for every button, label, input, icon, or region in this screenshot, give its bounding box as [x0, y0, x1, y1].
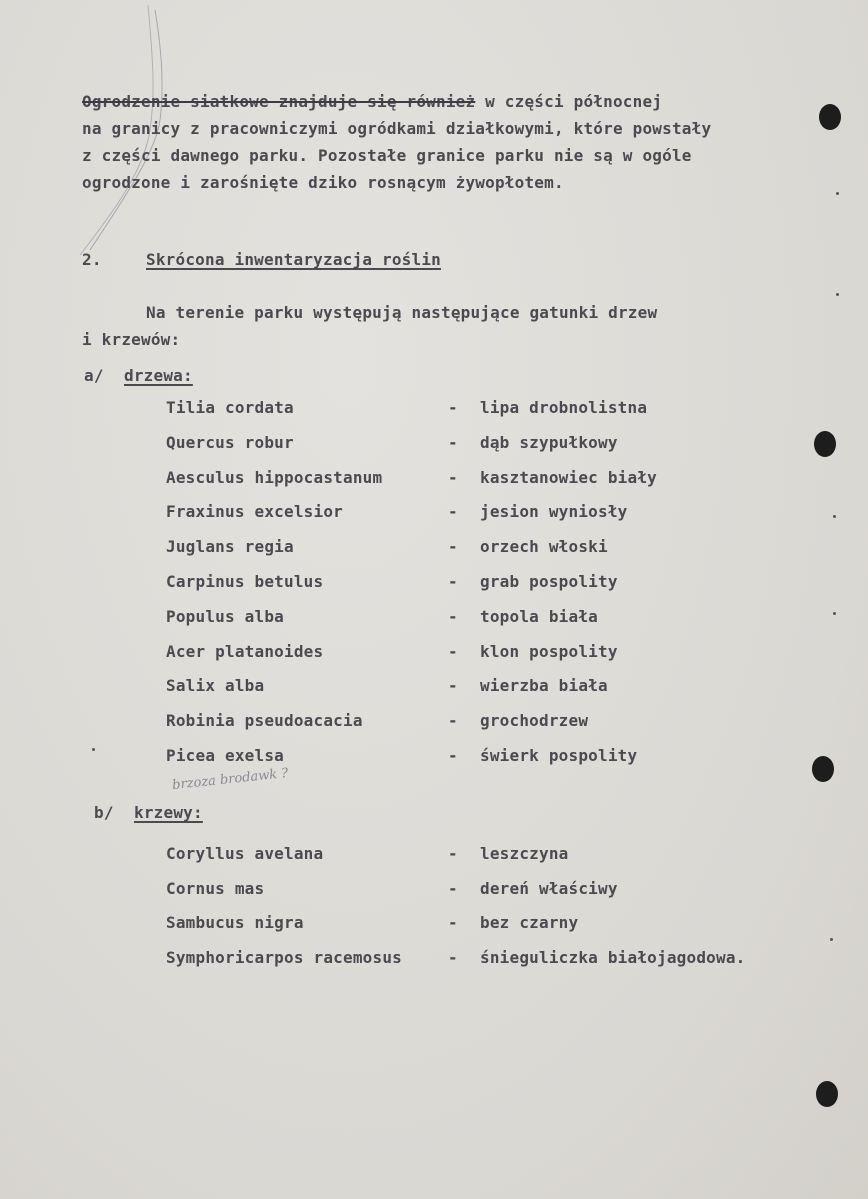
section-number: 2. — [82, 250, 102, 269]
speck — [833, 612, 836, 615]
speck — [836, 192, 839, 195]
binder-hole — [819, 104, 841, 130]
speck — [92, 748, 95, 751]
shrubs-marker: b/ — [94, 803, 114, 822]
latin-name: Picea exelsa — [166, 746, 284, 765]
dash-separator: - — [448, 606, 458, 626]
dash-separator: - — [448, 467, 458, 487]
dash-separator: - — [448, 947, 458, 967]
latin-name: Salix alba — [166, 676, 265, 696]
polish-name: grab pospolity — [480, 572, 618, 591]
handwritten-note: brzoza brodawk ? — [171, 765, 289, 794]
polish-name: lipa drobnolistna — [480, 398, 648, 417]
latin-name: Cornus mas — [166, 878, 265, 898]
latin-name: Robinia pseudoacacia — [166, 711, 363, 731]
dash-separator: - — [448, 641, 458, 661]
latin-name: Aesculus hippocastanum — [166, 467, 383, 487]
dash-separator: - — [448, 398, 458, 417]
polish-name: orzech włoski — [480, 537, 608, 557]
latin-name: Juglans regia — [166, 537, 294, 557]
polish-name: leszczyna — [480, 844, 569, 863]
paragraph-line-4: ogrodzone i zarośnięte dziko rosnącym żywopłotem. — [82, 173, 564, 192]
binder-hole — [816, 1081, 838, 1107]
binder-hole — [814, 431, 836, 457]
paragraph-line-1 — [82, 92, 662, 112]
intro-line-1: Na terenie parku występują następujące gatunki drzew — [146, 303, 658, 322]
polish-name: klon pospolity — [480, 641, 618, 661]
dash-separator: - — [448, 502, 458, 522]
polish-name: dereń właściwy — [480, 878, 618, 898]
speck — [830, 938, 833, 941]
trees-marker: a/ — [84, 366, 104, 385]
struck-text: Ogrodzenie siatkowe znajduje się również — [82, 92, 476, 111]
latin-name: Quercus robur — [166, 432, 294, 452]
binder-hole — [812, 756, 834, 782]
polish-name: wierzba biała — [480, 676, 608, 696]
paragraph-line-3: z części dawnego parku. Pozostałe granice parku nie są w ogóle — [82, 146, 692, 165]
latin-name: Sambucus nigra — [166, 913, 304, 932]
latin-name: Fraxinus excelsior — [166, 502, 343, 522]
dash-separator: - — [448, 746, 458, 765]
intro-line-2: i krzewów: — [82, 330, 181, 349]
latin-name: Coryllus avelana — [166, 844, 324, 863]
polish-name: topola biała — [480, 606, 598, 626]
polish-name: jesion wyniosły — [480, 502, 628, 522]
paragraph-line-2: na granicy z pracowniczymi ogródkami działkowymi, które powstały — [82, 119, 712, 138]
shrubs-heading: krzewy: — [134, 803, 203, 822]
polish-name: grochodrzew — [480, 711, 589, 731]
dash-separator: - — [448, 432, 458, 452]
polish-name: świerk pospolity — [480, 746, 638, 765]
dash-separator: - — [448, 878, 458, 898]
dash-separator: - — [448, 844, 458, 863]
polish-name: kasztanowiec biały — [480, 467, 657, 487]
polish-name: dąb szypułkowy — [480, 432, 618, 452]
dash-separator: - — [448, 913, 458, 932]
section-title: Skrócona inwentaryzacja roślin — [146, 250, 441, 269]
dash-separator: - — [448, 711, 458, 731]
latin-name: Acer platanoides — [166, 641, 324, 661]
speck — [833, 515, 836, 518]
dash-separator: - — [448, 676, 458, 696]
dash-separator: - — [448, 537, 458, 557]
pencil-strokes — [60, 0, 200, 280]
latin-name: Populus alba — [166, 606, 284, 626]
polish-name: śnieguliczka białojagodowa. — [480, 947, 746, 967]
speck — [836, 293, 839, 296]
line-1-rest: w części północnej — [475, 92, 663, 111]
latin-name: Carpinus betulus — [166, 572, 324, 591]
trees-heading: drzewa: — [124, 366, 193, 385]
polish-name: bez czarny — [480, 913, 579, 932]
latin-name: Tilia cordata — [166, 398, 294, 417]
dash-separator: - — [448, 572, 458, 591]
latin-name: Symphoricarpos racemosus — [166, 947, 402, 967]
